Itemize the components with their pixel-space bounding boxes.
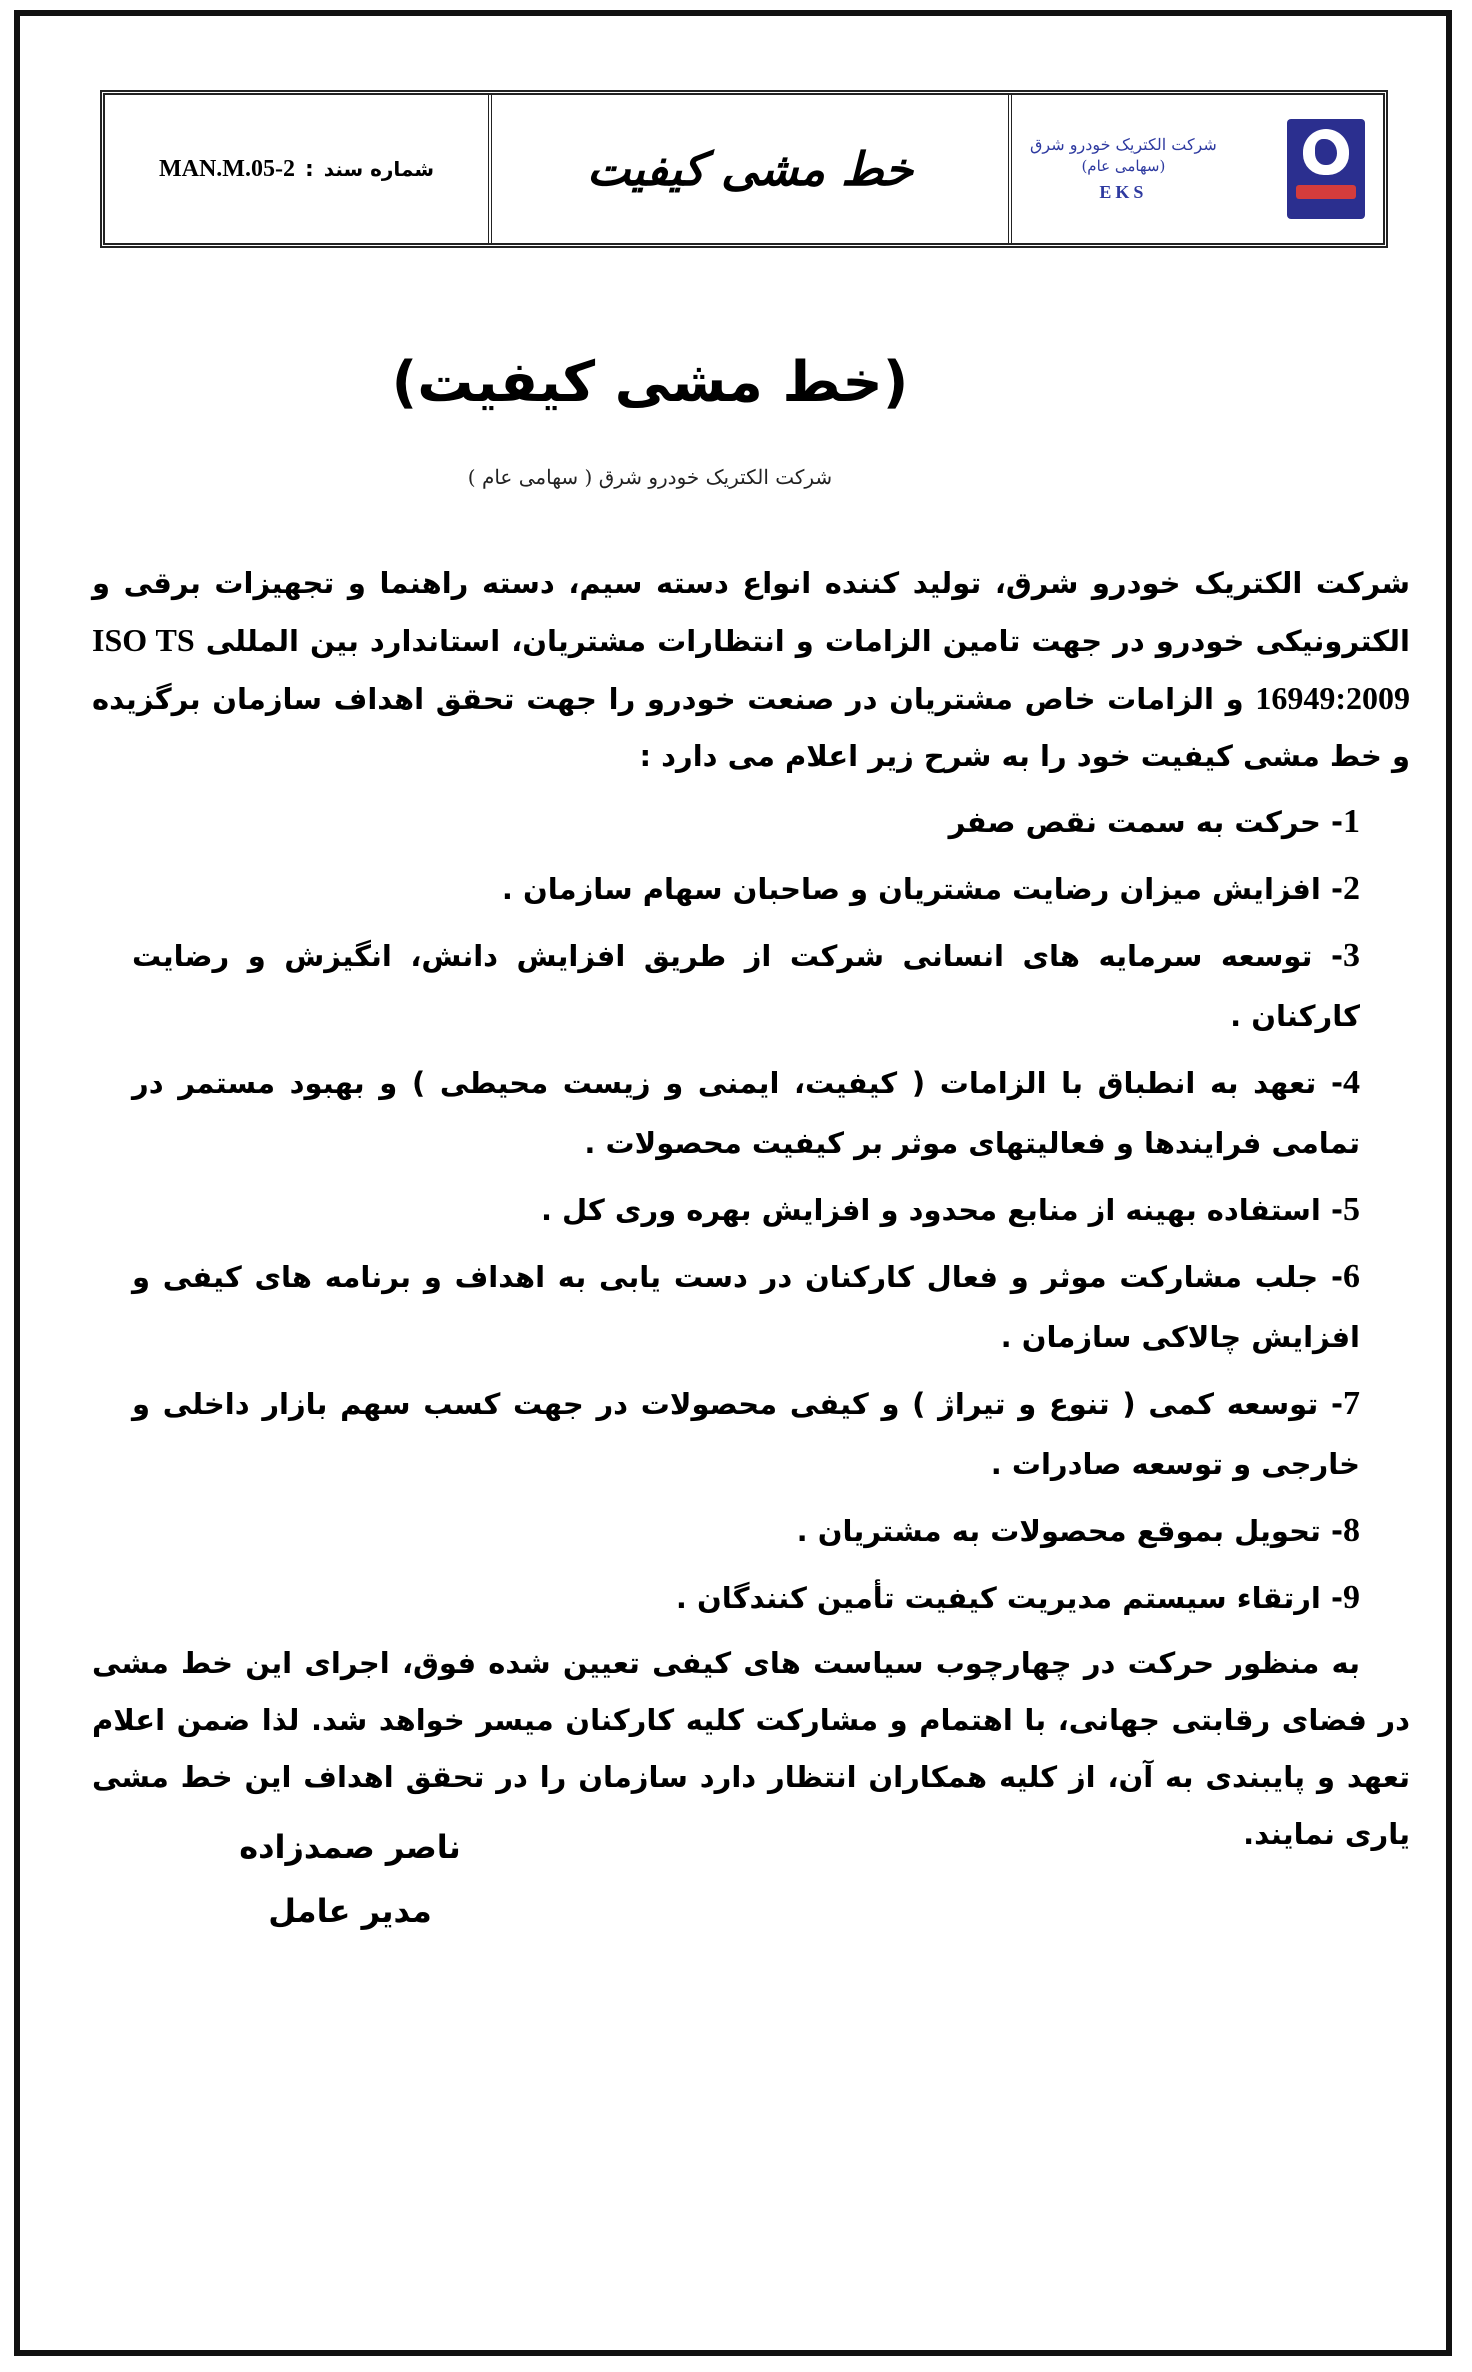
header-title: خط مشی کیفیت [586, 142, 914, 196]
item-number: 9 [1343, 1579, 1360, 1616]
horse-emblem-icon [1287, 119, 1365, 219]
list-item [132, 1247, 1360, 1367]
item-text: - افزایش میزان رضایت مشتریان و صاحبان سهام سازمان . [501, 872, 1343, 906]
header-logo-cell [1008, 95, 1383, 243]
item-text: - تحویل بموقع محصولات به مشتریان . [796, 1514, 1343, 1548]
list-item [132, 926, 1360, 1046]
page-title: (خط مشی کیفیت) [391, 350, 909, 415]
company-name: شرکت الکتریک خودرو شرق [1030, 134, 1217, 154]
company-subtitle: (سهامی عام) [1081, 156, 1166, 175]
item-text: - حرکت به سمت نقص صفر [948, 805, 1343, 839]
intro-part-2: و الزامات خاص مشتریان در صنعت خودرو را جهت تحقق اهداف سازمان برگزیده و خط مشی کیفیت خود را به شرح زیر اعلام می دارد : [92, 682, 1410, 773]
item-text: - ارتقاء سیستم مدیریت کیفیت تأمین کنندگان . [675, 1581, 1343, 1615]
standard-reference: ISO TS 16949:2009 [92, 622, 1410, 716]
header-title-cell [488, 95, 1008, 243]
item-text: - تعهد به انطباق با الزامات ( کیفیت، ایمنی و زیست محیطی ) و بهبود مستمر در تمامی فرایندها و فعالیتهای موثر بر کیفیت محصولات . [132, 1066, 1360, 1160]
item-number: 1 [1343, 803, 1360, 840]
item-number: 5 [1343, 1191, 1360, 1228]
policy-body [92, 555, 1410, 1863]
item-text: - جلب مشارکت موثر و فعال کارکنان در دست یابی به اهداف و برنامه های کیفی و افزایش چالاکی سازمان . [132, 1260, 1360, 1354]
item-text: - استفاده بهینه از منابع محدود و افزایش بهره وری کل . [540, 1193, 1343, 1227]
document-header [100, 90, 1388, 248]
item-number: 2 [1343, 870, 1360, 907]
header-doc-cell [105, 95, 488, 243]
list-item [132, 1568, 1360, 1628]
item-number: 7 [1343, 1385, 1360, 1422]
signature-block [200, 1815, 500, 1943]
item-text: - توسعه کمی ( تنوع و تیراژ ) و کیفی محصولات در جهت کسب سهم بازار داخلی و خارجی و توسعه صادرات . [132, 1387, 1360, 1481]
list-item [132, 1180, 1360, 1240]
doc-number: MAN.M.05-2 [158, 155, 295, 182]
list-item [132, 859, 1360, 919]
intro-paragraph [92, 555, 1410, 785]
page-subtitle: شرکت الکتریک خودرو شرق ( سهامی عام ) [467, 465, 833, 489]
policy-items [92, 792, 1410, 1628]
list-item [132, 792, 1360, 852]
doc-number-label: شماره سند [323, 157, 435, 181]
company-block [1030, 134, 1217, 204]
list-item [132, 1053, 1360, 1173]
horse-head-shape [1303, 129, 1349, 175]
item-number: 4 [1343, 1064, 1360, 1101]
intro-part-1: شرکت الکتریک خودرو شرق، تولید کننده انواع دسته سیم، دسته راهنما و تجهیزات برقی و الکترونیکی خودرو در جهت تامین الزامات و انتظارات مشتریان، استاندارد بین المللی [92, 566, 1410, 658]
item-number: 6 [1343, 1258, 1360, 1295]
list-item [132, 1374, 1360, 1494]
brand-wordmark [1296, 185, 1356, 199]
item-text: - توسعه سرمایه های انسانی شرکت از طریق افزایش دانش، انگیزش و رضایت کارکنان . [132, 939, 1360, 1033]
signatory-name: ناصر صمدزاده [239, 1828, 461, 1866]
item-number: 3 [1343, 937, 1360, 974]
list-item [132, 1501, 1360, 1561]
company-abbreviation: EKS [1099, 181, 1148, 202]
closing-paragraph: به منظور حرکت در چهارچوب سیاست های کیفی تعیین شده فوق، اجرای این خط مشی در فضای رقابتی جهانی، با اهتمام و مشارکت کلیه کارکنان میسر خواهد شد. لذا ضمن اعلام تعهد و پایبندی به آن، از کلیه همکاران انتظار دارد سازمان را در تحقق اهداف این خط مشی یاری نمایند. [92, 1646, 1410, 1851]
doc-colon: : [304, 156, 314, 182]
signatory-position: مدیر عامل [268, 1892, 432, 1930]
item-number: 8 [1343, 1512, 1360, 1549]
